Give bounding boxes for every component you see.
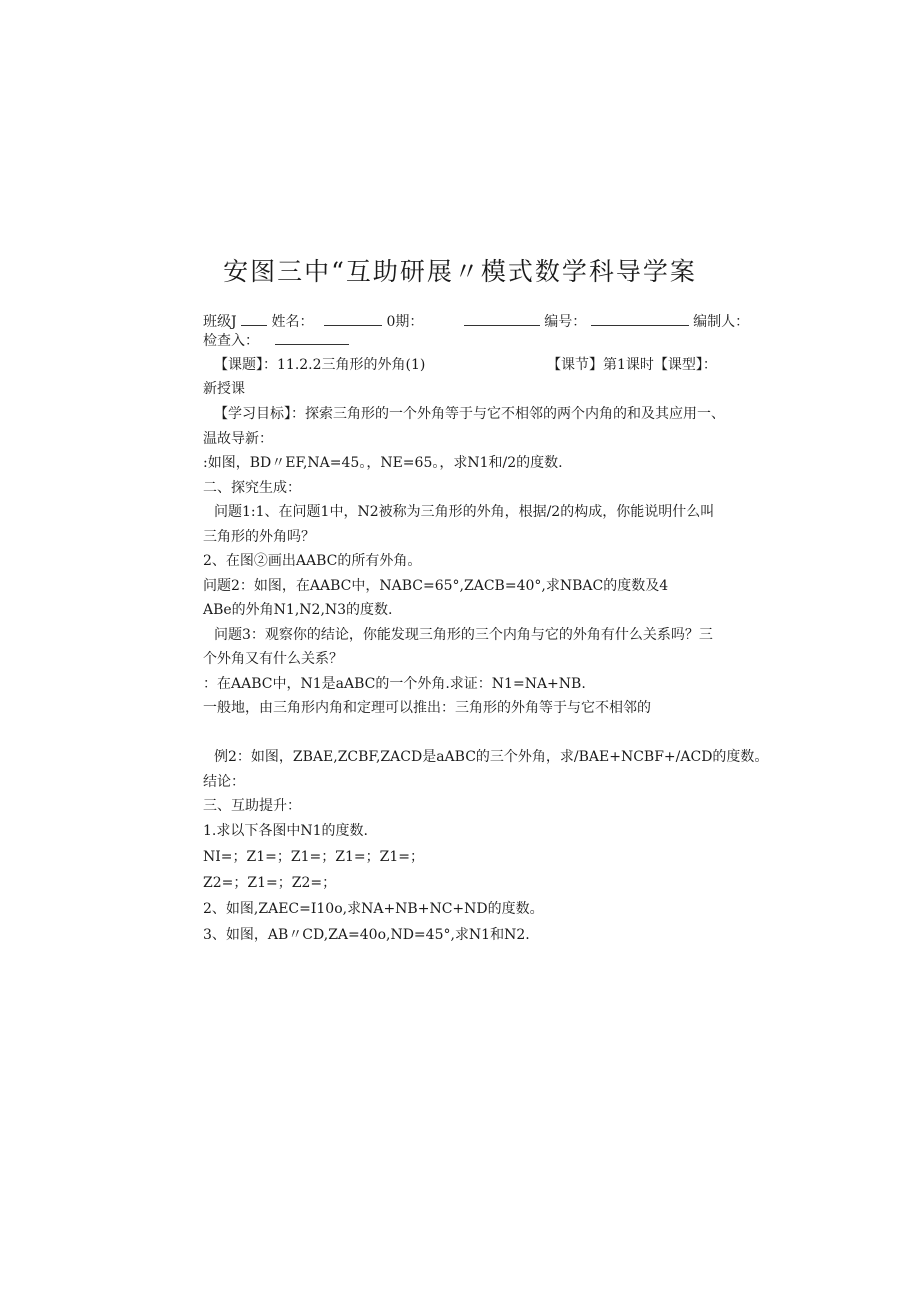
lesson-topic: 【课题】：11.2.2三角形的外角(1) [214, 357, 426, 373]
proof-statement: ：在AABC中，N1是aABC的一个外角.求证：N1=NA+NB. [203, 676, 586, 692]
checker-label: 检查入： [203, 333, 259, 349]
question-three-line-1: 问题3：观察你的结论，你能发现三角形的三个内角与它的外角有什么关系吗？三 [214, 627, 713, 643]
exercise-one-answers-row-1: NI=；Z1=；Z1=；Z1=；Z1=； [203, 849, 424, 865]
class-blank [241, 311, 267, 326]
date-blank [464, 311, 540, 326]
question-three-line-2: 个外角又有什么关系？ [203, 651, 343, 667]
lesson-section: 【课节】第1课时【课型】： [547, 357, 717, 373]
question-two-line-2: ABe的外角N1,N2,N3的度数. [203, 602, 393, 618]
exercise-three: 3、如图，AB〃CD,ZA=40o,ND=45°,求N1和N2. [203, 927, 530, 943]
question-one-line-1: 问题1:1、在问题1中，N2被称为三角形的外角，根据/2的构成，你能说明什么叫 [214, 504, 715, 520]
review-heading: 温故导新： [203, 431, 273, 447]
review-question: :如图，BD〃EF,NA=45。，NE=65。，求N1和/2的度数. [203, 455, 563, 471]
exercise-one-answers-row-2: Z2=；Z1=；Z2=； [203, 875, 337, 891]
number-label: 编号： [544, 314, 587, 330]
section-three-heading: 三、互助提升： [203, 798, 301, 814]
conclusion-label: 结论： [203, 774, 245, 790]
learning-objective-line: 【学习目标】：探索三角形的一个外角等于与它不相邻的两个内角的和及其应用一、 [214, 406, 725, 422]
checker-blank [275, 330, 349, 345]
exercise-two: 2、如图,ZAEC=I10o,求NA+NB+NC+ND的度数。 [203, 901, 544, 917]
name-label: 姓名： [271, 314, 314, 330]
general-conclusion: 一般地，由三角形内角和定理可以推出：三角形的外角等于与它不相邻的 [203, 700, 651, 716]
lesson-type: 新授课 [203, 381, 245, 397]
name-blank [324, 311, 382, 326]
date-label: 0期： [386, 314, 424, 330]
document-title: 安图三中“互助研展〃模式数学科导学案 [223, 257, 697, 286]
question-two-line-1: 问题2：如图，在AABC中，NABC=65°,ZACB=40°,求NBAC的度数及4 [203, 578, 669, 594]
checker-row [203, 330, 349, 352]
example-two: 例2：如图，ZBAE,ZCBF,ZACD是aABC的三个外角，求/BAE+NCBF+/ACD的度数。 [214, 749, 769, 765]
exercise-one: 1.求以下各图中N1的度数. [203, 823, 368, 839]
number-blank [591, 311, 689, 326]
question-one-line-2: 三角形的外角吗？ [203, 529, 315, 545]
author-label: 编制人： [693, 314, 750, 330]
class-label: 班级J [203, 314, 237, 330]
section-two-heading: 二、探究生成： [203, 480, 301, 496]
draw-exterior-angles: 2、在图②画出AABC的所有外角。 [203, 553, 422, 569]
